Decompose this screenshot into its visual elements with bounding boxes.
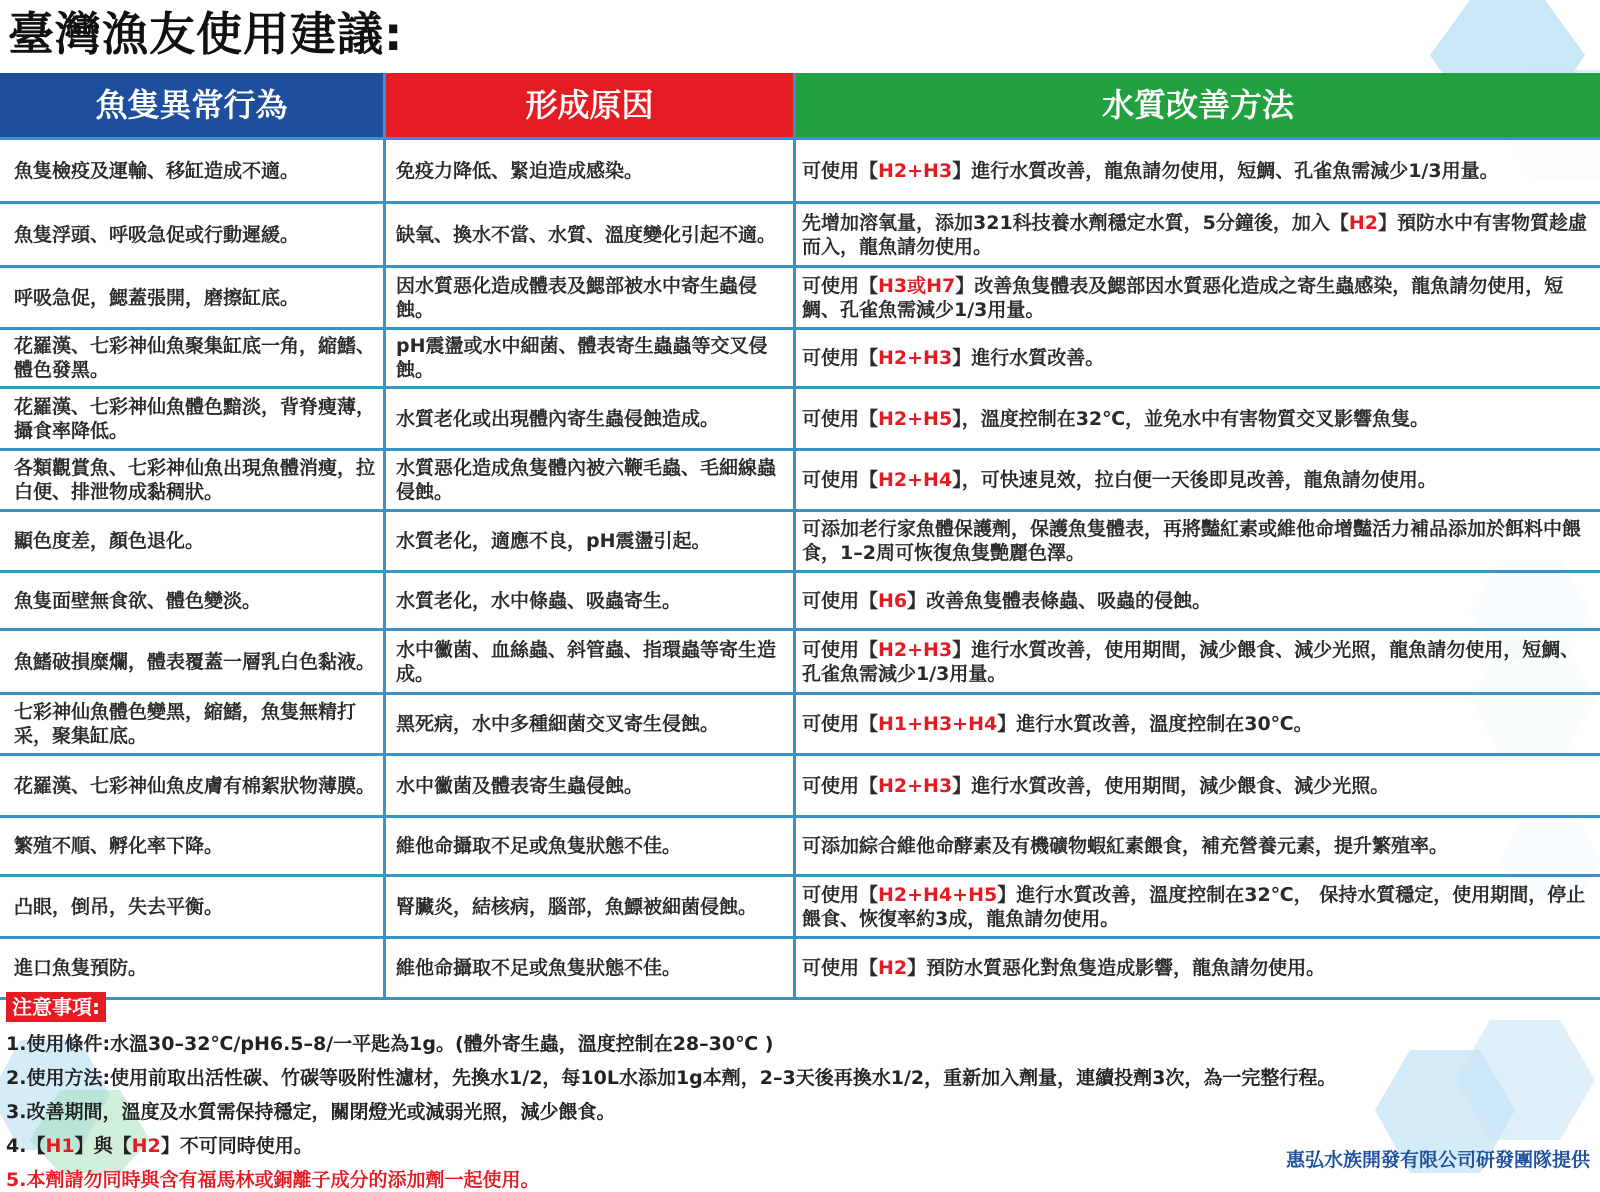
product-code: H2+H4+H5 xyxy=(878,883,998,906)
note-4-part-a: 4.【 xyxy=(6,1135,46,1157)
solution-post: 】進行水質改善，龍魚請勿使用，短鯛、孔雀魚需減少1/3用量。 xyxy=(952,159,1499,182)
solution-post: 】改善魚隻體表及鰓部因水質惡化造成之寄生蟲感染，龍魚請勿使用，短鯛、孔雀魚需減少1/3用量。 xyxy=(802,274,1564,321)
solution-cell xyxy=(796,818,1600,874)
note-1: 1.使用條件:水溫30–32℃/pH6.5–8/一平匙為1g。(體外寄生蟲，溫度控制在28–30℃ ) xyxy=(6,1033,774,1055)
cause-cell: 水質老化，水中條蟲、吸蟲寄生。 xyxy=(386,573,796,628)
table-row xyxy=(0,573,1600,631)
cause-cell: 因水質惡化造成體表及鰓部被水中寄生蟲侵蝕。 xyxy=(386,268,796,327)
solution-cell xyxy=(796,204,1600,265)
solution-cell xyxy=(796,389,1600,448)
notes-section xyxy=(6,992,1336,1192)
table-row xyxy=(0,756,1600,818)
notes-title: 注意事項: xyxy=(6,992,106,1022)
solution-text xyxy=(802,883,1592,931)
solution-cell xyxy=(796,451,1600,509)
table-row xyxy=(0,204,1600,268)
solution-pre: 可使用【 xyxy=(802,159,879,182)
solution-cell xyxy=(796,330,1600,386)
solution-text xyxy=(802,517,1592,565)
note-3: 3.改善期間，溫度及水質需保持穩定，關閉燈光或減弱光照，減少餵食。 xyxy=(6,1101,616,1123)
solution-text xyxy=(802,638,1592,686)
behavior-cell: 呼吸急促，鰓蓋張開，磨擦缸底。 xyxy=(0,268,386,327)
solution-post: 】，可快速見效，拉白便一天後即見改善，龍魚請勿使用。 xyxy=(952,469,1437,491)
table-body xyxy=(0,140,1600,1000)
table-row xyxy=(0,818,1600,877)
note-4 xyxy=(6,1134,1336,1158)
product-code: H2+H3 xyxy=(878,347,953,369)
solution-cell xyxy=(796,268,1600,327)
solution-cell xyxy=(796,695,1600,753)
note-4-h1: H1 xyxy=(45,1135,75,1157)
behavior-cell: 魚隻面壁無食欲、體色變淡。 xyxy=(0,573,386,628)
solution-pre: 可添加綜合維他命酵素及有機礦物蝦紅素餵食，補充營養元素，提升繁殖率。 xyxy=(802,835,1449,857)
solution-pre: 可使用【 xyxy=(802,407,879,430)
solution-cell xyxy=(796,512,1600,570)
header-behavior: 魚隻異常行為 xyxy=(0,73,386,137)
table-row xyxy=(0,389,1600,451)
note-4-part-c: 】不可同時使用。 xyxy=(160,1135,313,1157)
solution-cell xyxy=(796,631,1600,692)
behavior-cell: 花羅漢、七彩神仙魚體色黯淡，背脊瘦薄，攝食率降低。 xyxy=(0,389,386,448)
behavior-cell: 花羅漢、七彩神仙魚聚集缸底一角，縮鰭、體色發黑。 xyxy=(0,330,386,386)
solution-text xyxy=(802,407,1429,431)
solution-text xyxy=(802,211,1592,259)
table-row xyxy=(0,695,1600,756)
solution-post: 】進行水質改善，溫度控制在32℃， 保持水質穩定，使用期間，停止餵食、恢復率約3成，龍魚請勿使用。 xyxy=(802,883,1586,930)
behavior-cell: 花羅漢、七彩神仙魚皮膚有棉絮狀物薄膜。 xyxy=(0,756,386,815)
behavior-cell: 顯色度差，顏色退化。 xyxy=(0,512,386,570)
solution-pre: 可使用【 xyxy=(802,883,879,906)
cause-cell: pH震盪或水中細菌、體表寄生蟲蟲等交叉侵蝕。 xyxy=(386,330,796,386)
table-row xyxy=(0,268,1600,330)
solution-cell xyxy=(796,877,1600,936)
solution-text xyxy=(802,346,1104,370)
note-2: 2.使用方法:使用前取出活性碳、竹碳等吸附性濾材，先換水1/2，每10L水添加1g本劑，2–3天後再換水1/2，重新加入劑量，連續投劑3次，為一完整行程。 xyxy=(6,1067,1337,1089)
solution-text xyxy=(802,712,1313,736)
product-code: H1+H3+H4 xyxy=(878,713,998,735)
solution-post: 】進行水質改善，使用期間，減少餵食、減少光照。 xyxy=(952,774,1390,797)
product-code: H2+H3 xyxy=(878,774,953,797)
behavior-cell: 繁殖不順、孵化率下降。 xyxy=(0,818,386,874)
solution-post: 】，溫度控制在32℃，並免水中有害物質交叉影響魚隻。 xyxy=(952,407,1430,430)
product-code: H2+H3 xyxy=(878,638,953,661)
cause-cell: 免疫力降低、緊迫造成感染。 xyxy=(386,140,796,201)
table-header-row xyxy=(0,73,1600,140)
cause-cell: 水質惡化造成魚隻體內被六鞭毛蟲、毛細線蟲侵蝕。 xyxy=(386,451,796,509)
solution-text xyxy=(802,159,1499,183)
cause-cell: 腎臟炎，結核病，腦部，魚鰾被細菌侵蝕。 xyxy=(386,877,796,936)
behavior-cell: 魚鰭破損糜爛，體表覆蓋一層乳白色黏液。 xyxy=(0,631,386,692)
cause-cell: 水質老化，適應不良，pH震盪引起。 xyxy=(386,512,796,570)
solution-pre: 可使用【 xyxy=(802,774,879,797)
cause-cell: 水質老化或出現體內寄生蟲侵蝕造成。 xyxy=(386,389,796,448)
table-row xyxy=(0,140,1600,204)
usage-table xyxy=(0,73,1600,1000)
solution-text xyxy=(802,589,1211,613)
solution-pre: 可使用【 xyxy=(802,347,879,369)
credit-text: 惠弘水族開發有限公司研發團隊提供 xyxy=(1285,1149,1590,1171)
header-cause: 形成原因 xyxy=(386,73,796,137)
behavior-cell: 魚隻檢疫及運輸、移缸造成不適。 xyxy=(0,140,386,201)
product-code: H2+H5 xyxy=(878,407,953,430)
table-row xyxy=(0,512,1600,573)
note-5: 5.本劑請勿同時與含有福馬林或銅離子成分的添加劑一起使用。 xyxy=(6,1169,540,1191)
solution-pre: 可使用【 xyxy=(802,638,879,661)
table-row xyxy=(0,631,1600,695)
solution-text xyxy=(802,834,1448,858)
solution-text xyxy=(802,468,1437,492)
solution-pre: 先增加溶氧量，添加321科技養水劑穩定水質，5分鐘後，加入【 xyxy=(802,211,1349,234)
note-4-h2: H2 xyxy=(131,1135,161,1157)
cause-cell: 黑死病，水中多種細菌交叉寄生侵蝕。 xyxy=(386,695,796,753)
cause-cell: 維他命攝取不足或魚隻狀態不佳。 xyxy=(386,818,796,874)
solution-pre: 可添加老行家魚體保護劑，保護魚隻體表，再將豔紅素或維他命增豔活力補品添加於餌料中餵食，1–2周可恢復魚隻艷麗色澤。 xyxy=(802,518,1582,564)
solution-post: 】改善魚隻體表條蟲、吸蟲的侵蝕。 xyxy=(907,589,1212,612)
table-row xyxy=(0,330,1600,389)
cause-cell: 水中黴菌、血絲蟲、斜管蟲、指環蟲等寄生造成。 xyxy=(386,631,796,692)
behavior-cell: 魚隻浮頭、呼吸急促或行動遲緩。 xyxy=(0,204,386,265)
solution-pre: 可使用【 xyxy=(802,274,879,297)
solution-cell xyxy=(796,756,1600,815)
solution-post: 】預防水中有害物質趁虛而入，龍魚請勿使用。 xyxy=(802,211,1588,258)
cause-cell: 缺氧、換水不當、水質、溫度變化引起不適。 xyxy=(386,204,796,265)
solution-pre: 可使用【 xyxy=(802,713,879,735)
solution-text xyxy=(802,774,1389,798)
solution-text xyxy=(802,274,1592,322)
solution-text xyxy=(802,956,1325,980)
table-row xyxy=(0,451,1600,512)
note-4-part-b: 】與【 xyxy=(74,1135,132,1157)
behavior-cell: 七彩神仙魚體色變黑，縮鰭，魚隻無精打采，聚集缸底。 xyxy=(0,695,386,753)
product-code: H2+H3 xyxy=(878,159,953,182)
product-code: H2+H4 xyxy=(878,469,953,491)
solution-cell xyxy=(796,939,1600,997)
behavior-cell: 各類觀賞魚、七彩神仙魚出現魚體消瘦，拉白便、排泄物成黏稠狀。 xyxy=(0,451,386,509)
behavior-cell: 凸眼，倒吊，失去平衡。 xyxy=(0,877,386,936)
solution-post: 】進行水質改善。 xyxy=(952,347,1105,369)
product-code: H2 xyxy=(878,957,908,979)
product-code: H2 xyxy=(1348,211,1379,234)
solution-post: 】預防水質惡化對魚隻造成影響，龍魚請勿使用。 xyxy=(907,957,1326,979)
solution-cell xyxy=(796,140,1600,201)
table-row xyxy=(0,939,1600,1000)
solution-cell xyxy=(796,573,1600,628)
solution-pre: 可使用【 xyxy=(802,589,879,612)
product-code: H3或H7 xyxy=(878,274,956,297)
behavior-cell: 進口魚隻預防。 xyxy=(0,939,386,997)
page-title: 臺灣漁友使用建議: xyxy=(8,7,404,61)
solution-pre: 可使用【 xyxy=(802,469,879,491)
solution-pre: 可使用【 xyxy=(802,957,879,979)
product-code: H6 xyxy=(878,589,908,612)
solution-post: 】進行水質改善，溫度控制在30℃。 xyxy=(997,713,1313,735)
header-solution: 水質改善方法 xyxy=(796,73,1600,137)
cause-cell: 維他命攝取不足或魚隻狀態不佳。 xyxy=(386,939,796,997)
table-row xyxy=(0,877,1600,939)
cause-cell: 水中黴菌及體表寄生蟲侵蝕。 xyxy=(386,756,796,815)
solution-post: 】進行水質改善，使用期間，減少餵食、減少光照，龍魚請勿使用，短鯛、孔雀魚需減少1/3用量。 xyxy=(802,638,1580,685)
